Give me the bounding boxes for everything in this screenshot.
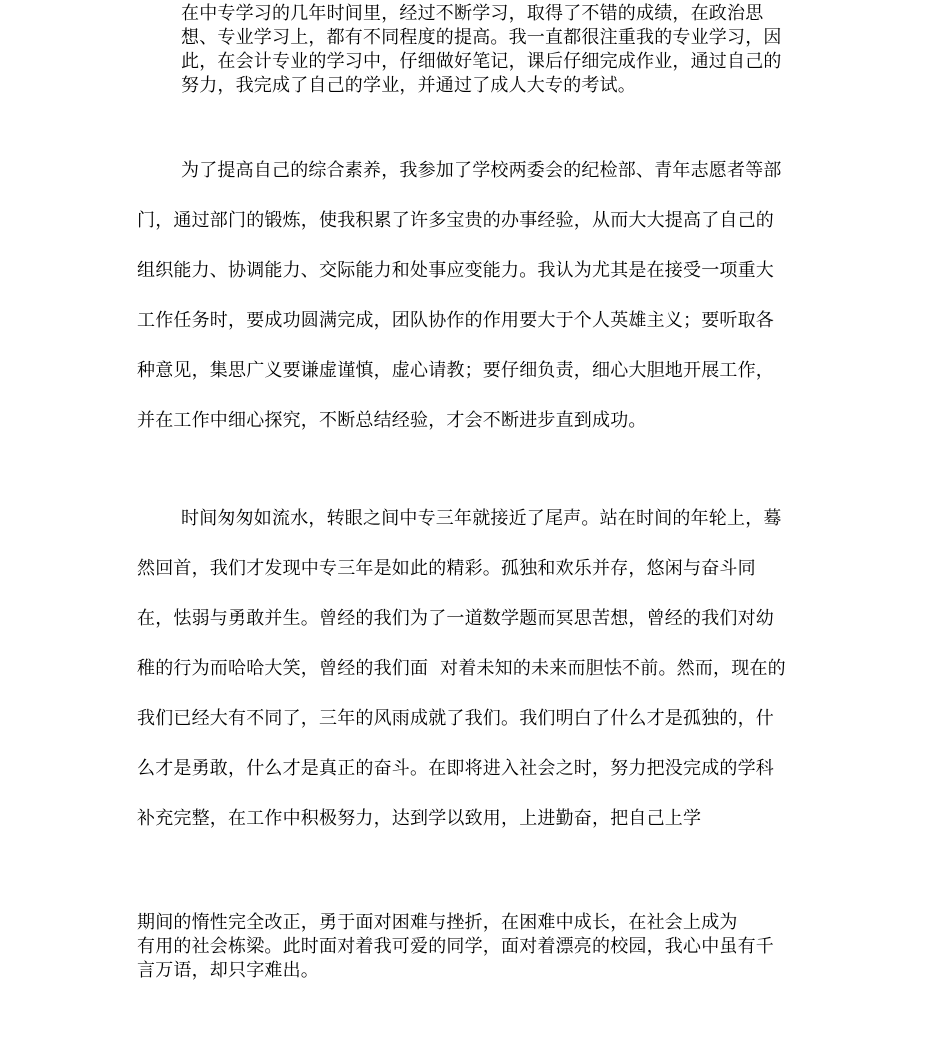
text-line: 言万语，却只字难出。 [137, 960, 319, 981]
text-line: 此，在会计专业的学习中，仔细做好笔记，课后仔细完成作业，通过自己的 [181, 51, 782, 72]
text-line: 种意见，集思广义要谦虚谨慎，虚心请教；要仔细负责，细心大胆地开展工作， [137, 360, 774, 381]
text-line: 有用的社会栋梁。此时面对着我可爱的同学，面对着漂亮的校园，我心中虽有千 [137, 936, 774, 957]
text-line: 努力，我完成了自己的学业，并通过了成人大专的考试。 [181, 75, 636, 96]
text-line: 时间匆匆如流水，转眼之间中专三年就接近了尾声。站在时间的年轮上，蓦 [181, 508, 782, 529]
text-line: 想、专业学习上，都有不同程度的提高。我一直都很注重我的专业学习，因 [181, 27, 782, 48]
text-line: 在，怯弱与勇敢并生。曾经的我们为了一道数学题而冥思苦想，曾经的我们对幼 [137, 608, 774, 629]
text-line: 工作任务时，要成功圆满完成，团队协作的作用要大于个人英雄主义；要听取各 [137, 310, 774, 331]
text-line: 在中专学习的几年时间里，经过不断学习，取得了不错的成绩，在政治思 [181, 3, 764, 24]
text-line: 补充完整，在工作中积极努力，达到学以致用，上进勤奋，把自己上学 [137, 808, 702, 829]
text-line: 期间的惰性完全改正，勇于面对困难与挫折，在困难中成长，在社会上成为 [137, 912, 738, 933]
text-line: 并在工作中细心探究，不断总结经验，才会不断进步直到成功。 [137, 410, 647, 431]
text-line: 门，通过部门的锻炼，使我积累了许多宝贵的办事经验，从而大大提高了自己的 [137, 210, 774, 231]
text-line: 然回首，我们才发现中专三年是如此的精彩。孤独和欢乐并存，悠闲与奋斗同 [137, 558, 756, 579]
text-line: 稚的行为而哈哈大笑，曾经的我们面 对着未知的未来而胆怯不前。然而，现在的 [137, 658, 786, 679]
text-line: 么才是勇敢，什么才是真正的奋斗。在即将进入社会之时，努力把没完成的学科 [137, 758, 774, 779]
text-line: 为了提高自己的综合素养，我参加了学校两委会的纪检部、青年志愿者等部 [181, 160, 782, 181]
text-line: 组织能力、协调能力、交际能力和处事应变能力。我认为尤其是在接受一项重大 [137, 260, 774, 281]
text-line: 我们已经大有不同了，三年的风雨成就了我们。我们明白了什么才是孤独的，什 [137, 708, 774, 729]
